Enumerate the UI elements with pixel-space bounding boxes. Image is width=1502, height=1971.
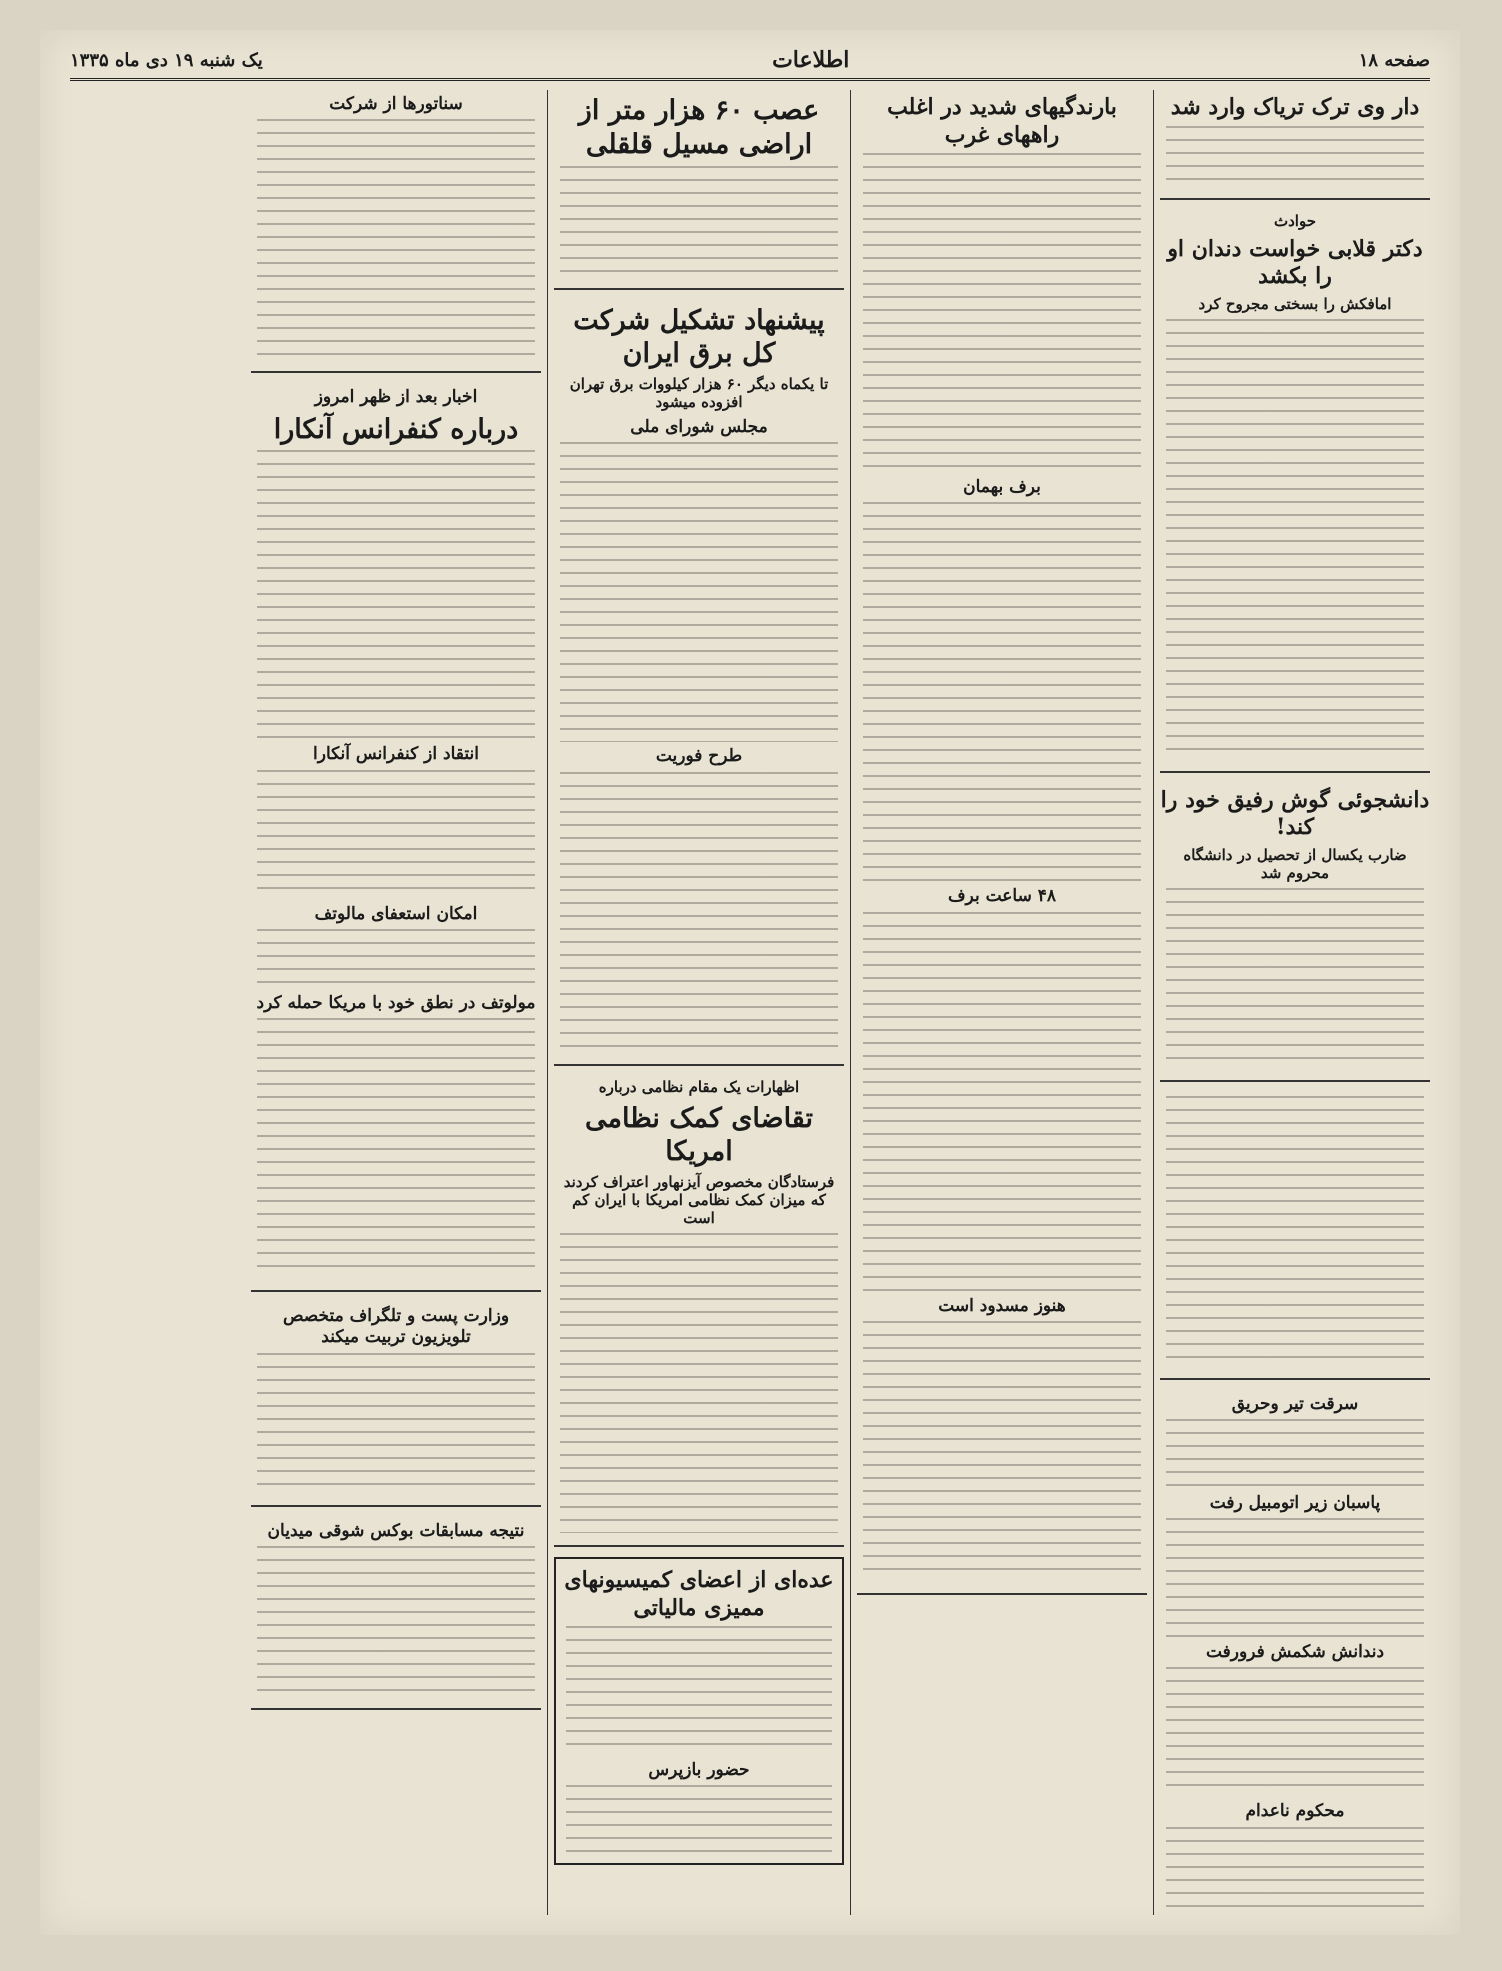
article xyxy=(1160,783,1430,1082)
headline: حضور بازپرس xyxy=(648,1760,750,1780)
column-4 xyxy=(251,90,541,1915)
article-body xyxy=(863,502,1141,882)
article-body xyxy=(257,929,535,989)
issue-date: یک شنبه ۱۹ دی ماه ۱۳۳۵ xyxy=(70,49,263,71)
article-body xyxy=(1166,888,1424,1068)
article-body xyxy=(257,1018,535,1278)
article-body xyxy=(1166,1518,1424,1638)
headline: هنوز مسدود است xyxy=(938,1295,1066,1316)
article xyxy=(1160,1390,1430,1916)
subheadline: امافکش را بسختی مجروح کرد xyxy=(1198,294,1392,313)
page-number: صفحه ۱۸ xyxy=(1358,49,1430,71)
masthead xyxy=(70,42,1430,81)
article-body xyxy=(863,1321,1141,1581)
headline: بارندگیهای شدید در اغلب راههای غرب xyxy=(887,94,1117,148)
headline: عده‌ای از اعضای کمیسیونهای ممیزی مالیاتی xyxy=(564,1567,834,1621)
article-body xyxy=(257,1546,535,1696)
newspaper-name: اطلاعات xyxy=(772,47,850,73)
headline: پیشنهاد تشکیل شرکت کل برق ایران xyxy=(573,304,825,370)
headline: طرح فوریت xyxy=(655,746,743,767)
headline: سناتورها از شرکت xyxy=(329,94,463,114)
article-body xyxy=(257,1353,535,1493)
headline: دار وی ترک تریاک وارد شد xyxy=(1170,94,1420,120)
article xyxy=(251,1302,541,1507)
column-rule xyxy=(1153,90,1154,1915)
article-body xyxy=(1166,1419,1424,1489)
article-body xyxy=(1166,1096,1424,1366)
article xyxy=(554,300,844,1066)
article-body xyxy=(560,1233,838,1533)
columns xyxy=(70,90,1430,1915)
article xyxy=(251,1517,541,1710)
article-body xyxy=(257,119,535,359)
column-1 xyxy=(1160,90,1430,1915)
column-2 xyxy=(857,90,1147,1915)
article-body xyxy=(257,770,535,900)
article-body xyxy=(566,1785,832,1855)
article-body xyxy=(560,166,838,276)
headline: انتقاد از کنفرانس آنکارا xyxy=(313,744,479,765)
headline: دانشجوئی گوش رفیق خود را کند! xyxy=(1160,786,1430,840)
headline: مجلس شورای ملی xyxy=(630,417,768,437)
article-body xyxy=(1166,1667,1424,1797)
article xyxy=(1160,1092,1430,1380)
subheadline: تا یکماه دیگر ۶۰ هزار کیلووات برق تهران افزوده میشود xyxy=(569,375,829,411)
subheadline: فرستادگان مخصوص آیزنهاور اعتراف کردند که میزان کمک نظامی امریکا با ایران کم است xyxy=(563,1173,835,1227)
kicker: اخبار بعد از ظهر امروز xyxy=(314,387,478,408)
article xyxy=(857,90,1147,1595)
article xyxy=(1160,90,1430,200)
article xyxy=(554,1557,844,1865)
article-body xyxy=(566,1626,832,1756)
article xyxy=(251,90,541,373)
headline: تقاضای کمک نظامی امریکا xyxy=(585,1102,813,1168)
headline: امکان استعفای مالوتف xyxy=(314,903,478,924)
headline: وزارت پست و تلگراف متخصص تلویزیون تربیت میکند xyxy=(282,1306,510,1348)
newspaper-page xyxy=(40,30,1460,1935)
article-body xyxy=(863,153,1141,473)
column-rule xyxy=(547,90,548,1915)
headline: مولوتف در نطق خود با مریکا حمله کرد xyxy=(256,992,536,1013)
headline: نتیجه مسابقات بوکس شوقی میدیان xyxy=(267,1520,525,1541)
section-label: حوادث xyxy=(1274,211,1316,230)
headline: دکتر قلابی خواست دندان او را بکشد xyxy=(1167,235,1423,289)
headline: برف بهمان xyxy=(963,477,1041,497)
article xyxy=(554,90,844,290)
article xyxy=(251,383,541,1292)
article xyxy=(554,1076,844,1548)
article-body xyxy=(560,442,838,742)
article-body xyxy=(1166,126,1424,186)
article-body xyxy=(863,912,1141,1292)
headline: عصب ۶۰ هزار متر از اراضی مسیل قلقلی xyxy=(578,95,820,160)
headline: پاسبان زیر اتومبیل رفت xyxy=(1209,1492,1381,1513)
column-rule xyxy=(850,90,851,1915)
headline: ۴۸ ساعت برف xyxy=(947,886,1057,907)
headline: محکوم ناعدام xyxy=(1245,1801,1345,1822)
column-3 xyxy=(554,90,844,1915)
kicker: اظهارات یک مقام نظامی درباره xyxy=(598,1077,800,1096)
headline: سرقت تیر وحریق xyxy=(1231,1393,1359,1414)
headline: دندانش شکمش فرورفت xyxy=(1205,1642,1385,1662)
article-body xyxy=(1166,1827,1424,1916)
article-body xyxy=(560,772,838,1052)
headline: درباره کنفرانس آنکارا xyxy=(273,413,519,445)
article-body xyxy=(1166,319,1424,759)
article-body xyxy=(257,450,535,740)
subheadline: ضارب یکسال از تحصیل در دانشگاه محروم شد xyxy=(1183,845,1407,882)
article xyxy=(1160,210,1430,773)
